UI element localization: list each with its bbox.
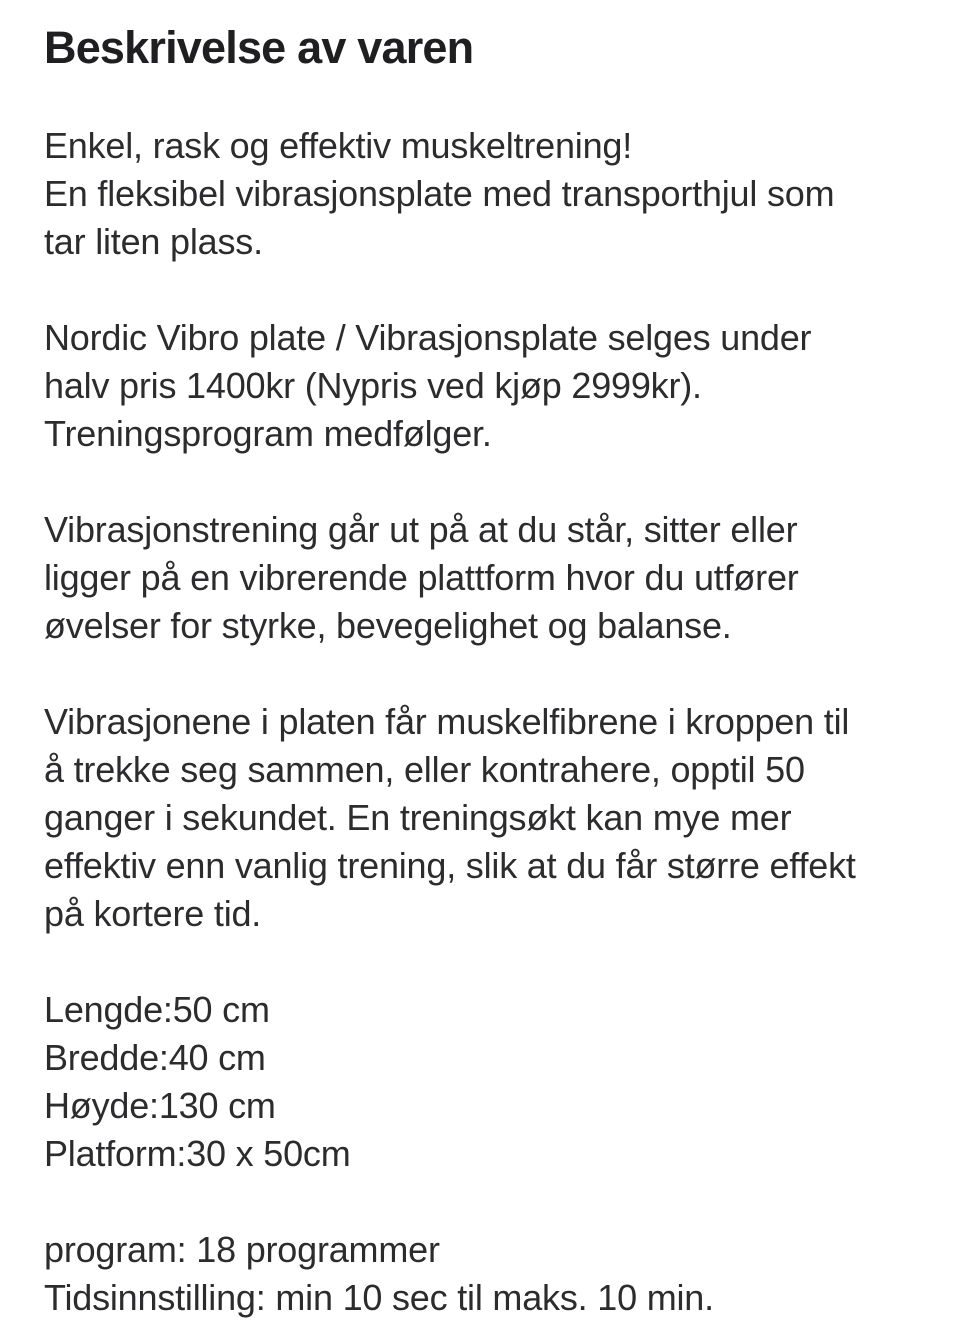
- text-line: ganger i sekundet. En treningsøkt kan mye mer: [44, 797, 792, 838]
- paragraph-how-it-works: [44, 506, 926, 650]
- text-line: Enkel, rask og effektiv muskeltrening!: [44, 125, 633, 166]
- text-line: effektiv enn vanlig trening, slik at du får større effekt: [44, 845, 856, 886]
- text-line: halv pris 1400kr (Nypris ved kjøp 2999kr).: [44, 365, 702, 406]
- spec-bredde: Bredde:40 cm: [44, 1037, 266, 1078]
- paragraph-price-offer: [44, 314, 926, 458]
- paragraph-intro: [44, 122, 926, 266]
- spec-hoyde: Høyde:130 cm: [44, 1085, 276, 1126]
- spec-platform: Platform:30 x 50cm: [44, 1133, 351, 1174]
- text-line: å trekke seg sammen, eller kontrahere, opptil 50: [44, 749, 805, 790]
- description-body: [44, 122, 926, 1322]
- text-line: øvelser for styrke, bevegelighet og balanse.: [44, 605, 732, 646]
- paragraph-effect: [44, 698, 926, 938]
- paragraph-program-settings: [44, 1226, 926, 1322]
- text-line: Treningsprogram medfølger.: [44, 413, 492, 454]
- spec-lengde: Lengde:50 cm: [44, 989, 270, 1030]
- paragraph-dimensions: [44, 986, 926, 1178]
- text-line: Vibrasjonene i platen får muskelfibrene i kroppen til: [44, 701, 850, 742]
- spec-tidsinnstilling: Tidsinnstilling: min 10 sec til maks. 10 min.: [44, 1277, 714, 1318]
- text-line: på kortere tid.: [44, 893, 262, 934]
- spec-programmer: program: 18 programmer: [44, 1229, 440, 1270]
- text-line: ligger på en vibrerende plattform hvor du utfører: [44, 557, 799, 598]
- page-title: Beskrivelse av varen: [44, 22, 474, 73]
- text-line: En fleksibel vibrasjonsplate med transporthjul som: [44, 173, 835, 214]
- text-line: Vibrasjonstrening går ut på at du står, sitter eller: [44, 509, 798, 550]
- text-line: Nordic Vibro plate / Vibrasjonsplate selges under: [44, 317, 812, 358]
- text-line: tar liten plass.: [44, 221, 263, 262]
